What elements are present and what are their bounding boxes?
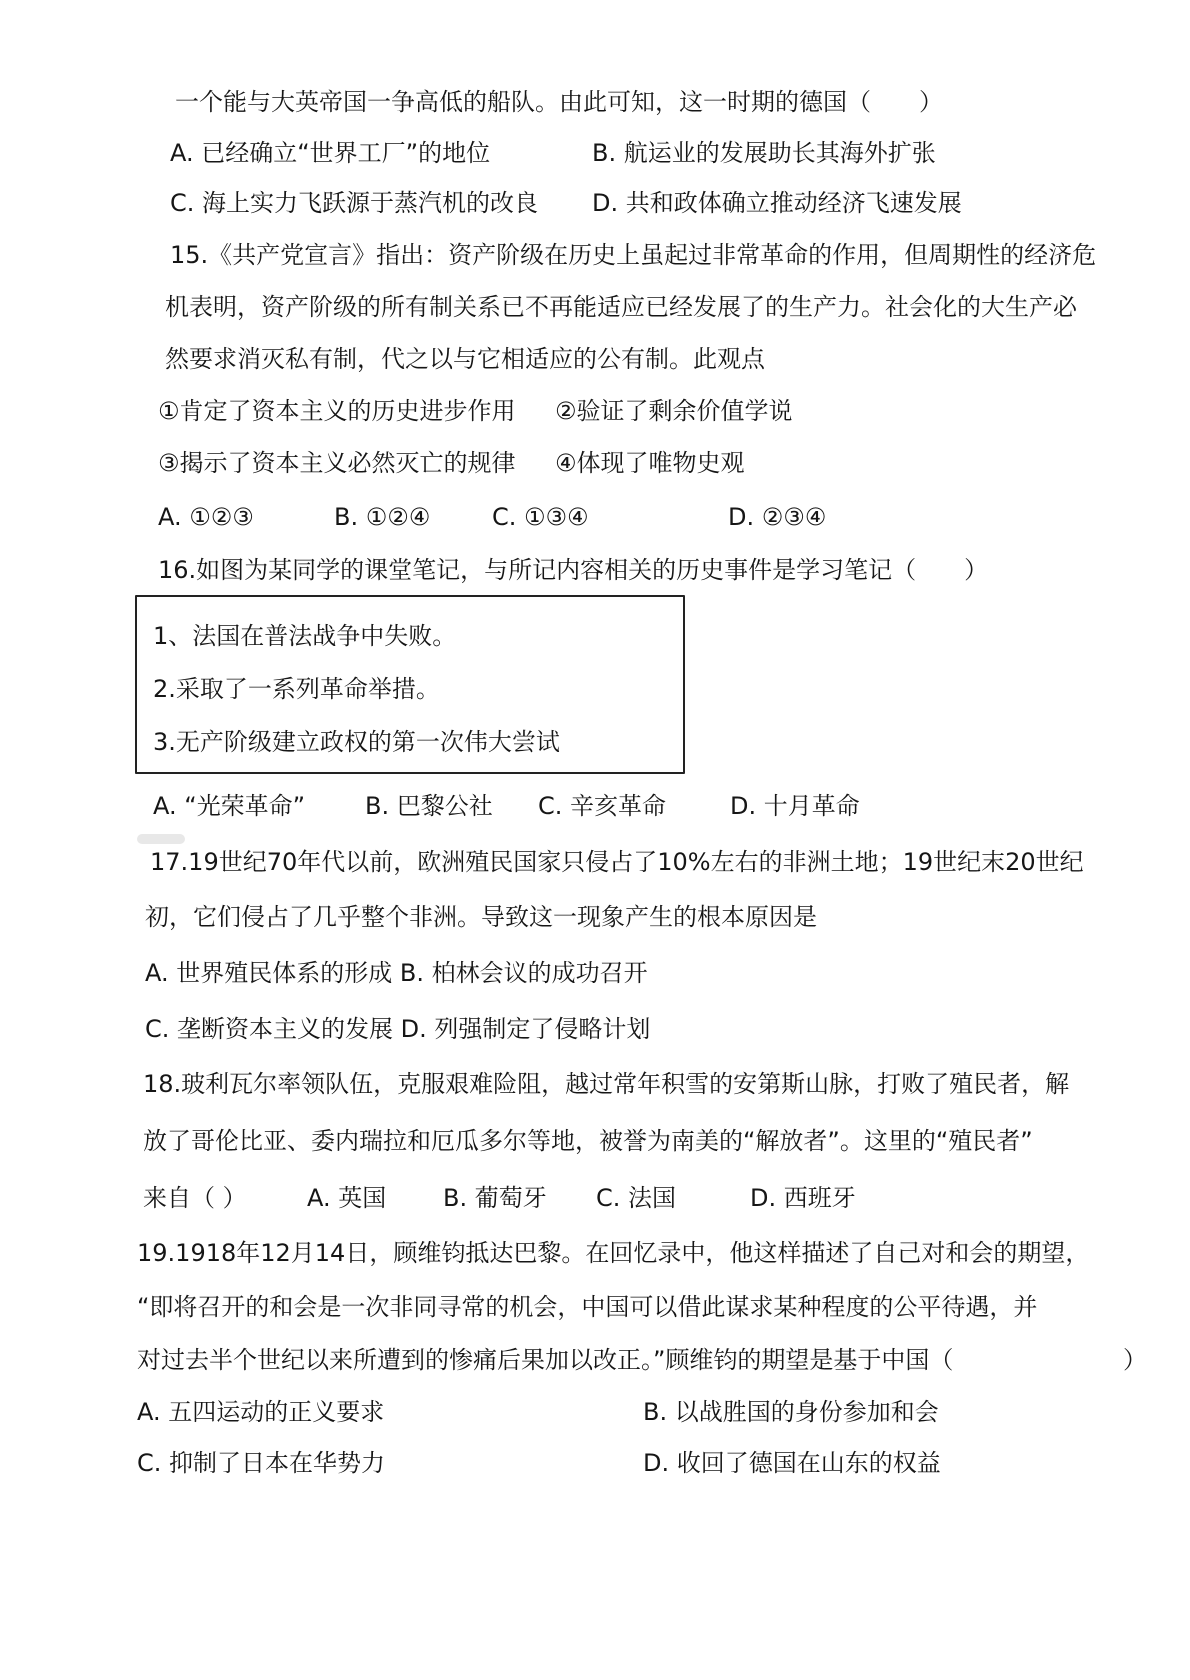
q19-line-3: 对过去半个世纪以来所遭到的惨痛后果加以改正。”顾维钧的期望是基于中国（	[137, 1346, 954, 1374]
q16-note-1: 1、法国在普法战争中失败。	[153, 622, 457, 650]
q19-line-2: “即将召开的和会是一次非同寻常的机会，中国可以借此谋求某种程度的公平待遇，并	[137, 1293, 1038, 1321]
q14-option-d: D. 共和政体确立推动经济飞速发展	[592, 189, 962, 217]
q16-stem: 16.如图为某同学的课堂笔记，与所记内容相关的历史事件是学习笔记（ ）	[158, 556, 989, 584]
q19-option-b: B. 以战胜国的身份参加和会	[643, 1398, 939, 1426]
q19-option-c: C. 抑制了日本在华势力	[137, 1449, 386, 1477]
q16-option-a: A. “光荣革命”	[153, 792, 306, 820]
q15-line-2: 机表明，资产阶级的所有制关系已不再能适应已经发展了的生产力。社会化的大生产必	[165, 293, 1077, 321]
q15-option-b: B. ①②④	[334, 503, 431, 531]
q15-item-1: ①肯定了资本主义的历史进步作用	[158, 397, 516, 425]
q15-item-3: ③揭示了资本主义必然灭亡的规律	[158, 449, 516, 477]
q15-line-1: 15.《共产党宣言》指出：资产阶级在历史上虽起过非常革命的作用，但周期性的经济危	[170, 241, 1097, 269]
q15-option-d: D. ②③④	[728, 503, 827, 531]
q18-option-a: A. 英国	[307, 1184, 387, 1212]
scan-smudge	[137, 834, 185, 844]
q14-option-b: B. 航运业的发展助长其海外扩张	[592, 139, 936, 167]
q18-option-c: C. 法国	[596, 1184, 677, 1212]
q14-option-c: C. 海上实力飞跃源于蒸汽机的改良	[170, 189, 539, 217]
q15-item-4: ④体现了唯物史观	[555, 449, 745, 477]
q19-line-3-end: ）	[1123, 1346, 1147, 1374]
q19-line-1: 19.1918年12月14日，顾维钧抵达巴黎。在回忆录中，他这样描述了自己对和会的期望，	[137, 1239, 1090, 1267]
q15-item-2: ②验证了剩余价值学说	[555, 397, 793, 425]
q18-option-b: B. 葡萄牙	[443, 1184, 547, 1212]
q16-note-2: 2.采取了一系列革命举措。	[153, 675, 440, 703]
q19-option-a: A. 五四运动的正义要求	[137, 1398, 385, 1426]
q16-option-b: B. 巴黎公社	[365, 792, 493, 820]
q17-options-cd: C. 垄断资本主义的发展 D. 列强制定了侵略计划	[145, 1015, 651, 1043]
q16-note-3: 3.无产阶级建立政权的第一次伟大尝试	[153, 728, 560, 756]
q17-line-2: 初，它们侵占了几乎整个非洲。导致这一现象产生的根本原因是	[145, 903, 817, 931]
q18-line-3: 来自（ ）	[143, 1184, 247, 1212]
q15-option-c: C. ①③④	[492, 503, 589, 531]
q16-option-d: D. 十月革命	[730, 792, 860, 820]
q15-option-a: A. ①②③	[158, 503, 254, 531]
q18-option-d: D. 西班牙	[750, 1184, 856, 1212]
q17-options-ab: A. 世界殖民体系的形成 B. 柏林会议的成功召开	[145, 959, 648, 987]
q18-line-2: 放了哥伦比亚、委内瑞拉和厄瓜多尔等地，被誉为南美的“解放者”。这里的“殖民者”	[143, 1127, 1033, 1155]
q14-option-a: A. 已经确立“世界工厂”的地位	[170, 139, 491, 167]
q19-option-d: D. 收回了德国在山东的权益	[643, 1449, 941, 1477]
q18-line-1: 18.玻利瓦尔率领队伍，克服艰难险阻，越过常年积雪的安第斯山脉，打败了殖民者，解	[143, 1070, 1070, 1098]
q14-stem-end: 一个能与大英帝国一争高低的船队。由此可知，这一时期的德国（ ）	[175, 88, 943, 116]
q15-line-3: 然要求消灭私有制，代之以与它相适应的公有制。此观点	[165, 345, 765, 373]
q16-option-c: C. 辛亥革命	[538, 792, 667, 820]
q17-line-1: 17.19世纪70年代以前，欧洲殖民国家只侵占了10%左右的非洲土地；19世纪末20世纪	[150, 848, 1084, 876]
